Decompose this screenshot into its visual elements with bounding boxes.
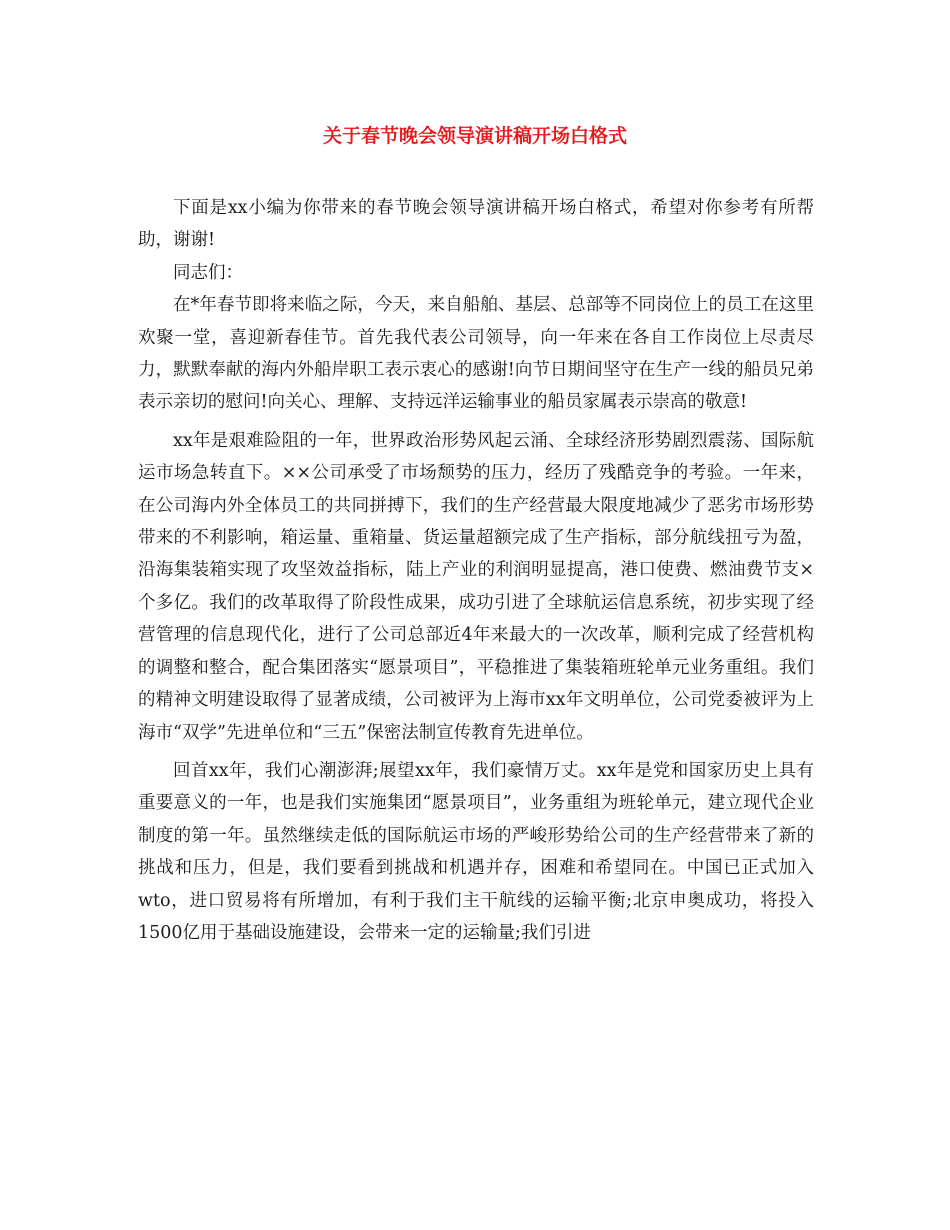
document-title: 关于春节晚会领导演讲稿开场白格式 xyxy=(322,125,627,147)
paragraph-review: xx年是艰难险阻的一年，世界政治形势风起云涌、全球经济形势剧烈震荡、国际航运市场急转直下。××公司承受了市场颓势的压力，经历了残酷竞争的考验。一年来，在公司海内外全体员工的共同拼搏下，我们的生产经营最大限度地减少了恶劣市场形势带来的不利影响，箱运量、重箱量、货运量超额完成了生产指标，部分航线扭亏为盈，沿海集装箱实现了攻坚效益指标，陆上产业的利润明显提高，港口使费、燃油费节支×个多亿。我们的改革取得了阶段性成果，成功引进了全球航运信息系统，初步实现了经营管理的信息现代化，进行了公司总部近4年来最大的一次改革，顺利完成了经营机构的调整和整合，配合集团落实“愿景项目”，平稳推进了集装箱班轮单元业务重组。我们的精神文明建设取得了显著成绩，公司被评为上海市xx年文明单位，公司党委被评为上海市“双学”先进单位和“三五”保密法制宣传教育先进单位。 xyxy=(138,430,814,743)
document-body xyxy=(138,192,814,949)
paragraph-salutation: 同志们： xyxy=(173,262,243,283)
paragraph-outlook: 回首xx年，我们心潮澎湃;展望xx年，我们豪情万丈。xx年是党和国家历史上具有重要意义的一年，也是我们实施集团“愿景项目”，业务重组为班轮单元，建立现代企业制度的第一年。虽然继续走低的国际航运市场的严峻形势给公司的生产经营带来了新的挑战和压力，但是，我们要看到挑战和机遇并存，困难和希望同在。中国已正式加入wto，进口贸易将有所增加，有利于我们主干航线的运输平衡;北京申奥成功，将投入1500亿用于基础设施建设，会带来一定的运输量;我们引进 xyxy=(138,760,814,943)
paragraph-intro: 下面是xx小编为你带来的春节晚会领导演讲稿开场白格式，希望对你参考有所帮助，谢谢! xyxy=(138,198,814,251)
paragraph-greeting: 在*年春节即将来临之际，今天，来自船舶、基层、总部等不同岗位上的员工在这里欢聚一堂，喜迎新春佳节。首先我代表公司领导，向一年来在各自工作岗位上尽责尽力，默默奉献的海内外船岸职工表示衷心的感谢!向节日期间坚守在生产一线的船员兄弟表示亲切的慰问!向关心、理解、支持远洋运输事业的船员家属表示崇高的敬意! xyxy=(138,295,814,413)
